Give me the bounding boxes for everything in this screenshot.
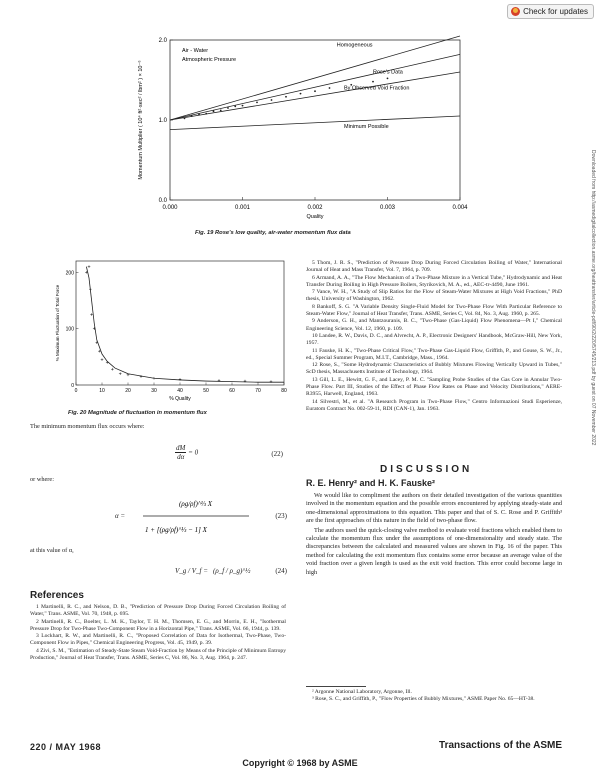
journal-name: Transactions of the ASME	[439, 740, 562, 751]
x-tick-label: 50	[203, 388, 209, 394]
svg-text:(ρg/ρf)^⅓ X: (ρg/ρf)^⅓ X	[179, 500, 213, 508]
reference-item: 1 Martinelli, R. C., and Nelson, D. B., "Prediction of Pressure Drop During Forced Circulation Boiling of Water," Trans. ASME, Vol. 70, 1948, p. 695.	[30, 604, 286, 618]
fluctuation-curve	[86, 267, 284, 383]
data-point	[119, 372, 122, 375]
discussion-body	[306, 492, 562, 577]
figure-19-caption: Fig. 19 Rose's low quality, air-water momentum flux data	[195, 230, 351, 236]
y-tick-label: 100	[65, 326, 74, 333]
data-point	[314, 90, 316, 92]
equation-22: $\frac{dM}{d\alpha}$ = 0 (22)	[176, 444, 283, 461]
references-left-list	[30, 604, 286, 662]
x-tick-label: 0.002	[307, 205, 323, 211]
x-tick-label: 60	[229, 388, 235, 394]
annotation: Air - Water	[182, 48, 209, 54]
series-label: Homogeneous	[336, 42, 373, 49]
series-line	[170, 69, 460, 120]
footnote: ³ Rose, S. C., and Griffith, P., "Flow Properties of Bubbly Mixtures," ASME Paper No. 65—HT-38.	[312, 696, 535, 703]
x-tick-label: 0.000	[162, 205, 178, 211]
reference-item: 8 Bankoff, S. G. "A Variable Density Single-Fluid Model for Two-Phase Flow With Particular Reference to Steam-Water Flow," Journal of Heat Transfer, Trans. ASME, Series C, Vol. 84, No. 3, Aug. 1960, p. 265.	[306, 303, 562, 318]
y-tick-label: 0.0	[158, 198, 167, 204]
or-where-text: or where:	[30, 476, 54, 483]
x-tick-label: 0.001	[234, 205, 251, 211]
equation-23: α = (ρg/ρf)^⅓ X 1 + [(ρg/ρf)^⅓ − 1] X (23)	[115, 500, 287, 534]
data-point	[198, 114, 200, 116]
data-point	[271, 99, 273, 101]
page-number: 220 / MAY 1968	[30, 742, 102, 752]
figure-20-chart	[52, 255, 292, 405]
data-point	[184, 118, 186, 120]
x-tick-label: 20	[125, 388, 131, 394]
plot-frame	[76, 261, 284, 385]
x-tick-label: 10	[99, 388, 105, 394]
footnote-divider	[306, 686, 366, 687]
series-label: Minimum Possible	[344, 124, 389, 130]
data-point	[372, 81, 374, 83]
references-heading: References	[30, 590, 84, 601]
references-right-list	[306, 260, 562, 413]
reference-item: 11 Fauske, H. K., "Two-Phase Critical Flow," Two-Phase Gas-Liquid Flow, Griffith, P., and Gouse, S. W., Jr., ed., Special Summer Program, M.I.T., Cambridge, Mass., 1964.	[306, 347, 562, 361]
y-axis-label: % Maximum Fluctuation of Total Force	[55, 284, 60, 362]
data-point	[101, 358, 104, 361]
badge-label: Check for updates	[523, 7, 588, 16]
reference-item: 5 Thom, J. R. S., "Prediction of Pressure Drop During Forced Circulation Boiling of Water," International Journal of Heat and Mass Transfer, Vol. 7, 1964, p. 709.	[306, 260, 562, 274]
x-tick-label: 30	[151, 388, 157, 394]
discussion-paragraph: We would like to compliment the authors on their detailed investigation of the various quantities involved in the momentum equation and the possible errors encountered by applying steady-state and one-dimensional approximations to this equation. This paper and that of S. C. Rose and P. Griffith³ are the first approaches of this nature in the field of two-phase flow.	[306, 492, 562, 525]
svg-text:1 + [(ρg/ρf)^⅓ − 1] X: 1 + [(ρg/ρf)^⅓ − 1] X	[145, 526, 207, 534]
x-axis-label: Quality	[306, 214, 324, 220]
y-axis-label: Momentum Multiplier ( 10⁴ ft²·sec² / lbm² ) × 10⁻⁶	[138, 60, 144, 180]
reference-item: 2 Martinelli, R. C., Boelter, L. M. K., Taylor, T. H. M., Thomsen, E. G., and Morrin, E. H., "Isothermal Pressure Drop for Two-Phase Two-Component Flow in a Horizontal Pipe," Trans. ASME, Vol. 66, 1944, p. 139.	[30, 618, 286, 632]
reference-item: 13 Gill, L. E., Hewitt, G. F., and Lacey, P. M. C. "Sampling Probe Studies of the Gas Core in Annular Two-Phase Flow. Part III, Studies of the Effect of Phase Flow Rates on Phase and Velocity Distributions," AERE-R3955, Harwell, England, 1963.	[306, 376, 562, 398]
data-point	[111, 368, 114, 371]
min-flux-text: The minimum momentum flux occurs where:	[30, 423, 145, 430]
annotation: Atmospheric Pressure	[182, 57, 237, 63]
figure-19-chart	[130, 30, 480, 220]
data-point	[242, 105, 244, 107]
copyright: Copyright © 1968 by ASME	[242, 758, 358, 768]
data-point	[191, 115, 193, 117]
y-tick-label: 1.0	[158, 118, 167, 124]
x-tick-label: 0.003	[379, 205, 396, 211]
discussion-heading: DISCUSSION	[380, 464, 473, 475]
series-label: By Observed Void Fraction	[344, 85, 410, 92]
figure-20-caption: Fig. 20 Magnitude of fluctuation in momentum flux	[68, 410, 207, 416]
data-point	[153, 377, 156, 380]
series-label: Rose's Data	[373, 69, 403, 76]
data-point	[285, 96, 287, 98]
reference-item: 4 Zivi, S. M., "Estimation of Steady-State Steam Void-Fraction by Means of the Principle of Minimum Entropy Production," Journal of Heat Transfer, Trans. ASME, Series C, Vol. 86, No. 3, Aug. 1964, p. 247.	[30, 647, 286, 662]
download-note: Downloaded from http://asmedigitalcollection.asme.org/heattransfer/article-pdf/90/2/220/5745/213.pdf by guest on 07 November 2022	[590, 150, 596, 446]
y-tick-label: 2.0	[158, 38, 167, 44]
reference-item: 14 Silvestri, M., et al. "A Research Program in Two-Phase Flow," Centro Informazioni Studi Esperienze, Euratom Contract No. 002-59-11, RDI (CAN-1), Jan. 1963.	[306, 398, 562, 412]
reference-item: 9 Anderson, G. H., and Mantzouranis, B. C., "Two-Phase (Gas-Liquid) Flow Phenomena—Pt I," Chemical Engineering Science, Vol. 12, 1960, p. 109.	[306, 318, 562, 332]
data-point	[329, 87, 331, 89]
data-point	[300, 93, 302, 95]
y-tick-label: 0	[71, 383, 74, 389]
x-tick-label: 0	[74, 388, 78, 394]
x-tick-label: 80	[281, 388, 287, 394]
data-point	[90, 313, 93, 316]
series-line	[170, 116, 460, 130]
y-tick-label: 200	[65, 270, 74, 277]
x-axis-label: % Quality	[169, 396, 191, 402]
reference-item: 10 Landee, R. W., Davis, D. C., and Alvrecht, A. P., Electronic Designers' Handbook, McGraw-Hill, New York, 1957.	[306, 332, 562, 347]
reference-item: 7 Vance, W. H., "A Study of Slip Ratios for the Flow of Steam-Water Mixtures at High Void Fractions," PhD thesis, University of Washington, 1962.	[306, 289, 562, 303]
data-point	[256, 102, 258, 104]
data-point	[88, 265, 91, 268]
discussion-authors: R. E. Henry² and H. K. Fauske²	[306, 478, 436, 488]
footnotes	[306, 689, 562, 704]
reference-item: 6 Armand, A. A., "The Flow Mechanism of a Two-Phase Mixture in a Vertical Tube," Hydrodynamic and Heat Transfer During Boiling in High Pressure Boilers, Styrikovich, M. A., ed., AEC-tr-4490, June 1961.	[306, 274, 562, 288]
data-point	[234, 106, 236, 108]
at-this-value-text: at this value of α,	[30, 547, 74, 554]
data-point	[213, 110, 215, 112]
equation-24: V_g / V_f = (ρ_f / ρ_g)^½ (24)	[175, 567, 287, 575]
data-point	[106, 361, 109, 364]
reference-item: 3 Lockhart, R. W., and Martinelli, R. C., "Proposed Correlation of Data for Isothermal, Two-Phase, Two-Component Flow in Pipes," Chemical Engineering Progress, Vol. 45, 1949, p. 39.	[30, 633, 286, 647]
x-tick-label: 0.004	[452, 205, 468, 211]
data-point	[387, 78, 389, 80]
update-icon	[511, 7, 520, 16]
footnote: ² Argonne National Laboratory, Argonne, Ill.	[312, 689, 412, 695]
data-point	[227, 107, 229, 109]
data-point	[350, 84, 352, 86]
data-point	[205, 113, 207, 115]
data-point	[89, 288, 92, 291]
x-tick-label: 40	[177, 388, 183, 394]
series-line	[170, 54, 460, 120]
series-line	[170, 36, 460, 120]
check-for-updates-button[interactable]	[507, 4, 594, 19]
data-point	[220, 110, 222, 112]
reference-item: 12 Rose, S., "Some Hydrodynamic Characteristics of Bubbly Mixtures Flowing Vertically Upward in Tubes," ScD thesis, Massachusetts Institute of Technology, 1964.	[306, 362, 562, 376]
discussion-paragraph: The authors used the quick-closing valve method to evaluate void fractions which enabled them to calculate the momentum flux under the assumptions of one-dimensionality and steady state. The discrepancies between the calculated and measured values are shown in Fig. 16 of the paper. This method for calculating the exit momentum flux contains some error because an average value of the void fraction over a given length is used as the exit void fraction. This error could become large in high	[306, 526, 562, 576]
x-tick-label: 70	[255, 388, 261, 394]
